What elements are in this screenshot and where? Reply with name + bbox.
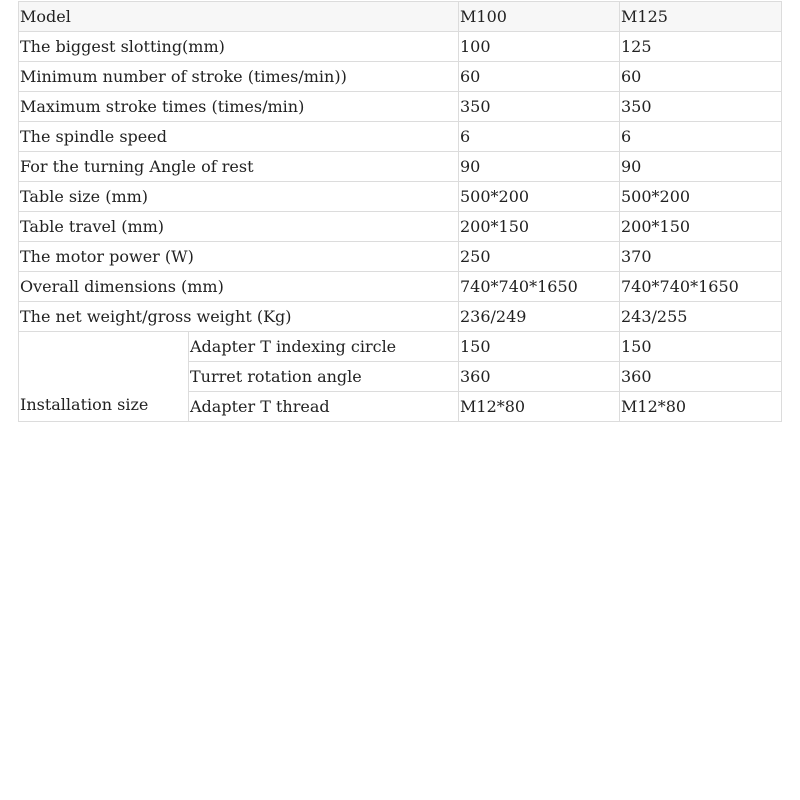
row-m100-value: 150 [459,332,620,362]
row-m125-value: 740*740*1650 [620,272,782,302]
row-m100-value: 350 [459,92,620,122]
row-m125-value: 6 [620,122,782,152]
row-m100-value: 90 [459,152,620,182]
row-m100-value: 6 [459,122,620,152]
row-m100-value: 236/249 [459,302,620,332]
table-row [19,272,782,302]
row-label: Table size (mm) [19,182,459,212]
table-row [19,32,782,62]
table-row [19,92,782,122]
row-m125-value: 200*150 [620,212,782,242]
row-m100-value: 100 [459,32,620,62]
table-row [19,122,782,152]
table-row [19,182,782,212]
row-m100-value: 250 [459,242,620,272]
row-m125-value: 90 [620,152,782,182]
row-label: The biggest slotting(mm) [19,32,459,62]
row-label: Overall dimensions (mm) [19,272,459,302]
table-header-row [19,2,782,32]
table-row [19,62,782,92]
row-label: Maximum stroke times (times/min) [19,92,459,122]
table-row [19,152,782,182]
table-row [19,212,782,242]
sub-row-label: Adapter T thread [189,392,459,422]
sub-row-label: Turret rotation angle [189,362,459,392]
table-row [19,242,782,272]
sub-row-label: Adapter T indexing circle [189,332,459,362]
row-label: The net weight/gross weight (Kg) [19,302,459,332]
row-label: The spindle speed [19,122,459,152]
row-m100-value: 360 [459,362,620,392]
row-m125-value: 500*200 [620,182,782,212]
row-m125-value: 243/255 [620,302,782,332]
row-m100-value: 500*200 [459,182,620,212]
row-label: Minimum number of stroke (times/min)) [19,62,459,92]
spec-table [18,1,782,422]
row-m125-value: 60 [620,62,782,92]
header-model-label: Model [19,2,459,32]
row-m100-value: 740*740*1650 [459,272,620,302]
row-label: Table travel (mm) [19,212,459,242]
header-m100: M100 [459,2,620,32]
row-m125-value: M12*80 [620,392,782,422]
row-label: For the turning Angle of rest [19,152,459,182]
installation-size-label: Installation size [19,332,189,422]
table-row [19,302,782,332]
row-m125-value: 350 [620,92,782,122]
table-row [19,332,782,362]
row-m125-value: 125 [620,32,782,62]
row-m125-value: 360 [620,362,782,392]
row-m100-value: M12*80 [459,392,620,422]
row-label: The motor power (W) [19,242,459,272]
row-m125-value: 370 [620,242,782,272]
row-m125-value: 150 [620,332,782,362]
header-m125: M125 [620,2,782,32]
row-m100-value: 200*150 [459,212,620,242]
row-m100-value: 60 [459,62,620,92]
